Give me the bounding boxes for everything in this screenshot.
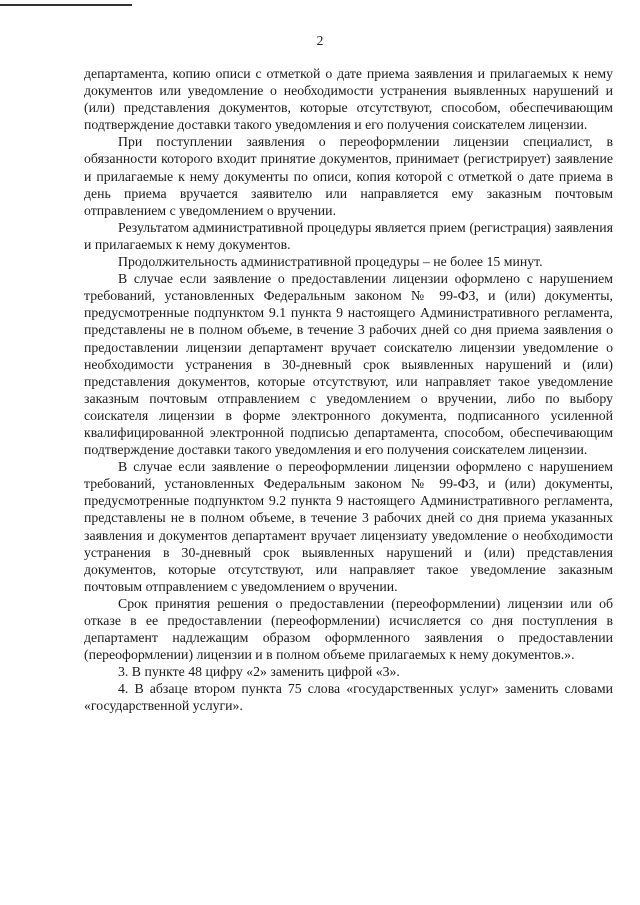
paragraph-reissue-registration: При поступлении заявления о переоформлении лицензии специалист, в обязанности которого входит принятие документов, принимает (регистрирует) заявление и прилагаемые к нему документы по описи, копия которой с отметкой о дате приема в день приема вручается заявителю или направляется ему заказным почтовым отправлением с уведомлением о вручении. bbox=[84, 134, 613, 218]
paragraph-procedure-duration: Продолжительность административной процедуры – не более 15 минут. bbox=[118, 254, 543, 270]
paragraph-reissue-violations: В случае если заявление о переоформлении лицензии оформлено с нарушением требований, установленных Федеральным законом № 99-ФЗ, и (или) документы, предусмотренные подпунктом 9.2 пункта 9 настоящего Административного регламента, представлены не в полном объеме, в течение 3 рабочих дней со дня приема указанных заявления и документов департамент вручает лицензиату уведомление о необходимости устранения в 30-дневный срок выявленных нарушений и (или) представления документов, которые отсутствуют, или направляет такое уведомление заказным почтовым отправлением с уведомлением о вручении. bbox=[84, 459, 613, 594]
paragraph-license-violations: В случае если заявление о предоставлении лицензии оформлено с нарушением требований, установленных Федеральным законом № 99-ФЗ, и (или) документы, предусмотренные подпунктом 9.1 пункта 9 настоящего Административного регламента, представлены не в полном объеме, в течение 3 рабочих дней со дня приема заявления о предоставлении лицензии департамент вручает соискателю лицензии уведомление о необходимости устранения в 30-дневный срок выявленных нарушений и (или) представления документов, которые отсутствуют, или направляет такое уведомление заказным почтовым отправлением с уведомлением о вручении, либо по выбору соискателя лицензии в форме электронного документа, подписанного усиленной квалифицированной электронной подписью департамента, способом, обеспечивающим подтверждение доставки такого уведомления и его получения соискателем лицензии. bbox=[84, 271, 613, 458]
header-rule bbox=[0, 4, 132, 6]
amendment-item-3: 3. В пункте 48 цифру «2» заменить цифрой «3». bbox=[118, 664, 400, 680]
document-body bbox=[84, 65, 613, 715]
paragraph-decision-term: Срок принятия решения о предоставлении (переоформлении) лицензии или об отказе в ее предоставлении (переоформлении) исчисляется со дня поступления в департамент надлежащим образом оформленного заявления о предоставлении (переоформлении) лицензии и в полном объеме прилагаемых к нему документов.». bbox=[84, 595, 613, 663]
paragraph-procedure-result: Результатом административной процедуры является прием (регистрация) заявления и прилагаемых к нему документов. bbox=[84, 219, 613, 252]
amendment-item-4: 4. В абзаце втором пункта 75 слова «государственных услуг» заменить словами «государственной услуги». bbox=[84, 681, 613, 714]
page-number: 2 bbox=[316, 33, 324, 48]
paragraph-continuation: департамента, копию описи с отметкой о дате приема заявления и прилагаемых к нему документов или уведомление о необходимости устранения выявленных нарушений и (или) представления документов, которые отсутствуют, способом, обеспечивающим подтверждение доставки такого уведомления и его получения соискателем лицензии. bbox=[84, 66, 613, 133]
